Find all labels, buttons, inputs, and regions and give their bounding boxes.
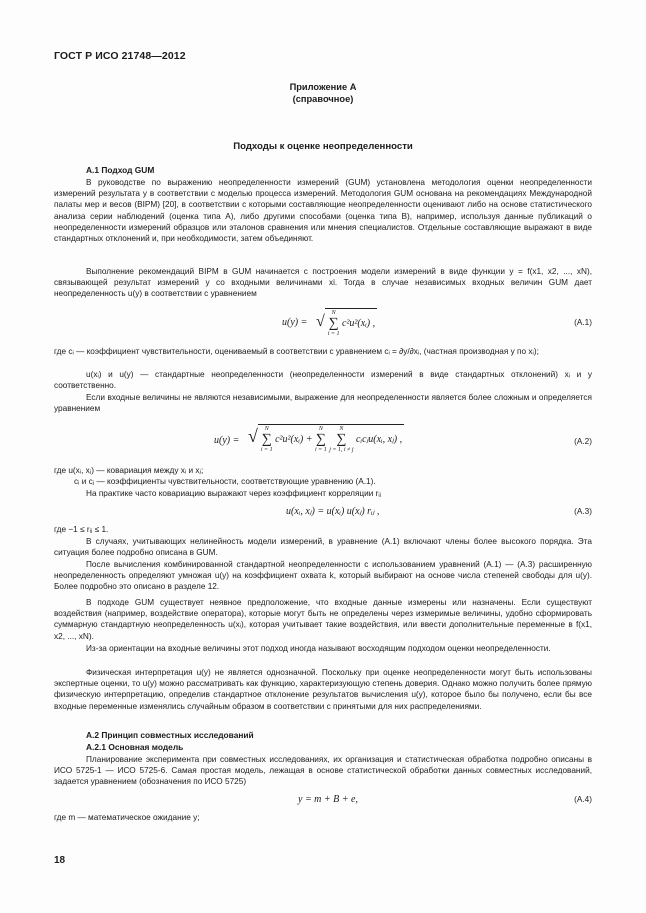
equation-number: (A.1) [574, 318, 592, 327]
equation-a4 [54, 793, 592, 809]
eq-lhs: u(y) = [282, 317, 308, 328]
paragraph: cᵢ и cⱼ — коэффициенты чувствительности, соответствующие уравнению (А.1). [74, 477, 376, 486]
section-a1-heading: А.1 Подход GUM [86, 165, 155, 175]
eq-formula: u(xᵢ, xⱼ) = u(xᵢ) u(xⱼ) rᵢⱼ , [286, 506, 380, 517]
eq-formula: y = m + B + e, [298, 794, 358, 805]
equation-a2 [54, 424, 592, 458]
paragraph: Если входные величины не являются независимыми, выражение для неопределенности является более сложным и определяется уравнением [54, 393, 592, 414]
equation-number: (A.4) [574, 795, 592, 804]
paragraph: u(xᵢ) и u(y) — стандартные неопределенности (неопределенности измерений в виде стандартных отклонений) xᵢ и у соответственно. [54, 370, 592, 391]
section-a2-heading: А.2 Принцип совместных исследований [86, 730, 254, 740]
equation-number: (A.3) [574, 507, 592, 516]
sqrt-icon: √ [316, 312, 325, 330]
paragraph: Планирование эксперимента при совместных исследованиях, их организация и статистическая обработка подробно описаны в ИСО 5725-1 — ИСО 5725-6. Самая простая модель, лежащая в основе статистической обработки данных совместных исследований, задается уравнением (обозначения по ИСО 5725) [54, 755, 592, 787]
eq-tail: cᵢcⱼu(xᵢ, xⱼ) , [356, 433, 403, 445]
paragraph: После вычисления комбинированной стандартной неопределенности с использованием уравнений (А.1) — (А.3) расширенную неопределенность определяют умножая u(y) на коэффициент охвата k, который выбирают на основе числа степеней свободы для u(y). Более подробно это описано в разделе 12. [54, 560, 592, 592]
section-a21-heading: А.2.1 Основная модель [86, 742, 184, 752]
sum-icon: N ∑ i = 1 [314, 426, 327, 453]
paragraph: где cᵢ — коэффициент чувствительности, оцениваемый в соответствии с уравнением cᵢ = ∂y/∂xᵢ, (частная производная у по xᵢ); [54, 347, 539, 356]
eq-body: c²u²(xᵢ) , [342, 317, 376, 329]
equation-a3 [54, 505, 592, 521]
paragraph: На практике часто ковариацию выражают через коэффициент корреляции rᵢⱼ [86, 489, 382, 498]
paragraph: где m — математическое ожидание у; [54, 813, 200, 822]
paragraph: Выполнение рекомендаций BIPM в GUM начинается с построения модели измерений в виде функции y = f(x1, x2, ..., xN), связывающей результат измерений у со входными величинами xi. Тогда в случае независимых входных величин GUM дает неопределенность u(y) в соответствии с уравнением [54, 267, 592, 299]
equation-number: (A.2) [574, 437, 592, 446]
paragraph: Из-за ориентации на входные величины этот подход иногда называют восходящим подходом оценки неопределенности. [86, 644, 551, 653]
paragraph: где u(xᵢ, xⱼ) — ковариация между xᵢ и xⱼ; [54, 466, 204, 475]
paragraph: В случаях, учитывающих нелинейность модели измерений, в уравнение (А.1) включают члены более высокого порядка. Эта ситуация более подробно описана в GUM. [54, 537, 592, 558]
sqrt-icon: √ [248, 425, 258, 446]
standard-header: ГОСТ Р ИСО 21748—2012 [54, 50, 186, 62]
eq-mid: c²u²(xᵢ) + [275, 433, 313, 445]
paragraph: Физическая интерпретация u(y) не является однозначной. Поскольку при оценке неопределенности могут быть использованы экспертные оценки, то u(y) можно рассматривать как функцию, характеризующую степень доверия. Однако можно получить более прямую физическую интерпретацию, определив стандартное отклонение результатов вычисления u(y), которое было бы получено, если бы все входные переменные изменялись случайным образом в соответствии с принятыми для них распределениями. [54, 668, 592, 711]
paragraph: В руководстве по выражению неопределенности измерений (GUM) установлена методология оценки неопределенности измерений результата у в соответствии с моделью процесса измерений. Методология GUM основана на рекомендациях Международной палаты мер и весов (BIPM) [20], в соответствии с которыми составляющие неопределенности оценивают либо на основе статистического анализа серии наблюдений (оценка типа А), либо другими способами (оценка типа В), например, используя данные публикаций о неопределенности измерений образцов или эталонов сравнения или мнения специалистов. Отдельные составляющие выражают в виде стандартных отклонений и, при необходимости, затем объединяют. [54, 178, 592, 244]
sum-icon: N ∑ i = 1 [260, 426, 273, 453]
sum-icon: N ∑ i = 1 [327, 310, 340, 337]
eq-lhs: u(y) = [214, 435, 240, 446]
paragraph: где −1 ≤ rᵢⱼ ≤ 1. [54, 525, 109, 534]
page-heading: Подходы к оценке неопределенности [233, 141, 413, 152]
annex-title: Приложение А [289, 82, 357, 92]
sum-icon: N ∑ j = 1, i ≠ j [329, 426, 354, 453]
equation-a1 [54, 308, 592, 338]
annex-note: (справочное) [292, 94, 354, 104]
page-number: 18 [54, 855, 66, 866]
paragraph: В подходе GUM существует неявное предположение, что входные данные измерены или назначены. Если существуют воздействия (например, воздействие оператора), которые могут быть не определены через измеримые величины, удобно сформировать суммарную стандартную неопределенность u(xᵢ), которая учитывает такие воздействия, или ввести дополнительные переменные в f(x1, x2, ..., xN). [54, 598, 592, 641]
